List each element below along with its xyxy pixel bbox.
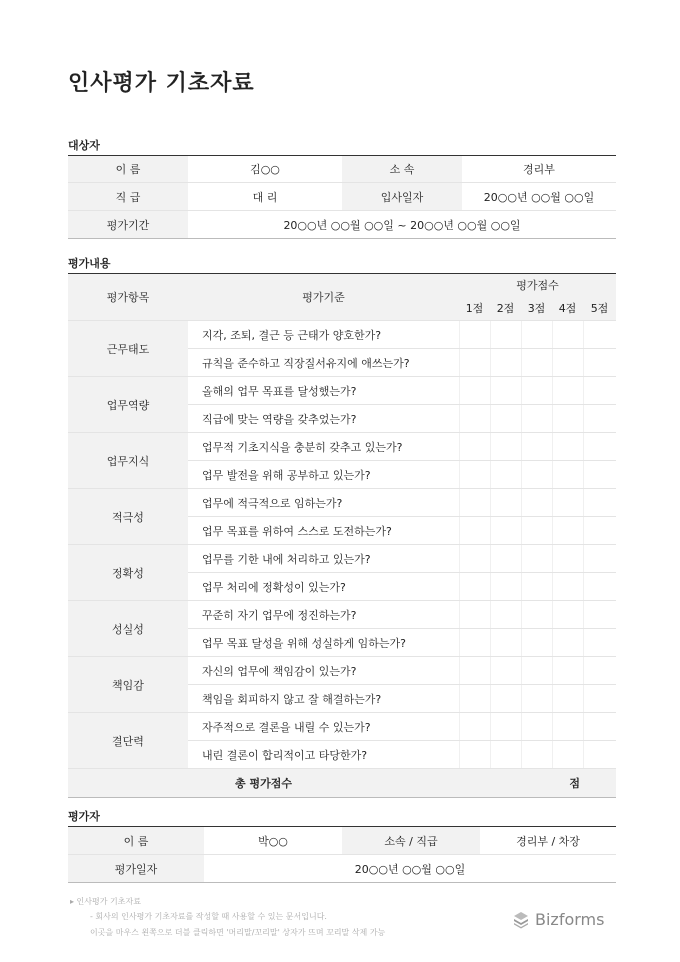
evaluation-criterion: 자신의 업무에 책임감이 있는가? — [188, 657, 459, 685]
score-cell-5[interactable] — [583, 321, 616, 349]
score-cell-1[interactable] — [459, 601, 490, 629]
score-cell-2[interactable] — [490, 713, 521, 741]
score-cell-5[interactable] — [583, 489, 616, 517]
score-cell-1[interactable] — [459, 349, 490, 377]
evaluation-criterion: 꾸준히 자기 업무에 정진하는가? — [188, 601, 459, 629]
score-cell-3[interactable] — [521, 405, 552, 433]
rater-date-value[interactable]: 20○○년 ○○월 ○○일 — [204, 855, 616, 883]
evaluation-item-name: 업무지식 — [68, 433, 188, 489]
evaluation-criterion: 업무 발전을 위해 공부하고 있는가? — [188, 461, 459, 489]
page-title: 인사평가 기초자료 — [68, 71, 255, 96]
score-cell-1[interactable] — [459, 461, 490, 489]
score-cell-4[interactable] — [552, 433, 583, 461]
score-cell-3[interactable] — [521, 321, 552, 349]
score-cell-3[interactable] — [521, 461, 552, 489]
rater-name-value[interactable]: 박○○ — [204, 827, 342, 855]
evaluation-criterion: 업무를 기한 내에 처리하고 있는가? — [188, 545, 459, 573]
score-header-5: 5점 — [583, 297, 616, 321]
target-heading: 대상자 — [68, 139, 100, 152]
score-cell-4[interactable] — [552, 489, 583, 517]
score-cell-3[interactable] — [521, 517, 552, 545]
rater-date-label: 평가일자 — [68, 855, 204, 883]
evaluation-criterion: 업무 목표를 위하여 스스로 도전하는가? — [188, 517, 459, 545]
score-cell-3[interactable] — [521, 433, 552, 461]
score-cell-4[interactable] — [552, 713, 583, 741]
score-cell-1[interactable] — [459, 713, 490, 741]
score-cell-4[interactable] — [552, 517, 583, 545]
score-cell-4[interactable] — [552, 321, 583, 349]
score-cell-4[interactable] — [552, 461, 583, 489]
score-cell-3[interactable] — [521, 601, 552, 629]
join-date-label: 입사일자 — [342, 183, 462, 211]
score-cell-5[interactable] — [583, 657, 616, 685]
score-cell-5[interactable] — [583, 517, 616, 545]
score-cell-2[interactable] — [490, 573, 521, 601]
evaluation-item-name: 적극성 — [68, 489, 188, 545]
evaluation-table — [68, 273, 616, 798]
evaluation-criterion: 내린 결론이 합리적이고 타당한가? — [188, 741, 459, 769]
score-cell-1[interactable] — [459, 517, 490, 545]
score-cell-2[interactable] — [490, 433, 521, 461]
score-cell-1[interactable] — [459, 321, 490, 349]
evaluation-heading: 평가내용 — [68, 257, 111, 270]
evaluation-criterion: 자주적으로 결론을 내릴 수 있는가? — [188, 713, 459, 741]
score-cell-5[interactable] — [583, 741, 616, 769]
evaluation-criterion: 업무적 기초지식을 충분히 갖추고 있는가? — [188, 433, 459, 461]
score-cell-1[interactable] — [459, 657, 490, 685]
score-cell-1[interactable] — [459, 545, 490, 573]
score-cell-2[interactable] — [490, 601, 521, 629]
rater-heading: 평가자 — [68, 810, 100, 823]
score-cell-4[interactable] — [552, 573, 583, 601]
join-date-value[interactable]: 20○○년 ○○월 ○○일 — [462, 183, 616, 211]
score-cell-4[interactable] — [552, 377, 583, 405]
score-cell-4[interactable] — [552, 601, 583, 629]
score-header-4: 4점 — [552, 297, 583, 321]
score-cell-1[interactable] — [459, 629, 490, 657]
score-cell-1[interactable] — [459, 741, 490, 769]
rater-table — [68, 826, 616, 883]
bizforms-logo-text: Bizforms — [535, 910, 605, 929]
total-label: 총 평가점수 — [68, 769, 459, 798]
evaluation-row — [68, 321, 616, 349]
score-cell-2[interactable] — [490, 545, 521, 573]
evaluation-criterion: 업무 처리에 정확성이 있는가? — [188, 573, 459, 601]
total-score-value[interactable]: 점 — [459, 769, 616, 798]
score-cell-3[interactable] — [521, 349, 552, 377]
evaluation-item-name: 성실성 — [68, 601, 188, 657]
dept-label: 소 속 — [342, 156, 462, 183]
bizforms-logo-icon — [512, 911, 530, 929]
footer-hint: 이곳을 마우스 왼쪽으로 더블 클릭하면 '머리말/꼬리말' 상자가 뜨며 꼬리말 삭제 가능 — [90, 928, 386, 937]
score-cell-2[interactable] — [490, 517, 521, 545]
score-cell-1[interactable] — [459, 405, 490, 433]
score-cell-5[interactable] — [583, 713, 616, 741]
score-cell-3[interactable] — [521, 489, 552, 517]
period-value[interactable]: 20○○년 ○○월 ○○일 ~ 20○○년 ○○월 ○○일 — [188, 211, 616, 239]
score-cell-2[interactable] — [490, 489, 521, 517]
name-value[interactable]: 김○○ — [188, 156, 342, 183]
score-cell-4[interactable] — [552, 405, 583, 433]
total-row — [68, 769, 616, 798]
evaluation-item-name: 정확성 — [68, 545, 188, 601]
evaluation-criterion: 규칙을 준수하고 직장질서유지에 애쓰는가? — [188, 349, 459, 377]
score-cell-2[interactable] — [490, 321, 521, 349]
score-header-1: 1점 — [459, 297, 490, 321]
evaluation-criterion: 지각, 조퇴, 결근 등 근태가 양호한가? — [188, 321, 459, 349]
score-cell-1[interactable] — [459, 573, 490, 601]
score-cell-2[interactable] — [490, 657, 521, 685]
col-item-header: 평가항목 — [68, 274, 188, 321]
score-cell-3[interactable] — [521, 741, 552, 769]
evaluation-criterion: 업무 목표 달성을 위해 성실하게 임하는가? — [188, 629, 459, 657]
evaluation-row — [68, 433, 616, 461]
score-cell-2[interactable] — [490, 741, 521, 769]
score-cell-1[interactable] — [459, 685, 490, 713]
rater-name-label: 이 름 — [68, 827, 204, 855]
evaluation-criterion: 책임을 회피하지 않고 잘 해결하는가? — [188, 685, 459, 713]
evaluation-row — [68, 545, 616, 573]
score-cell-4[interactable] — [552, 349, 583, 377]
evaluation-item-name: 책임감 — [68, 657, 188, 713]
evaluation-criterion: 올해의 업무 목표를 달성했는가? — [188, 377, 459, 405]
score-header-2: 2점 — [490, 297, 521, 321]
evaluation-row — [68, 377, 616, 405]
score-cell-4[interactable] — [552, 741, 583, 769]
evaluation-item-name: 근무태도 — [68, 321, 188, 377]
bizforms-logo — [512, 910, 604, 929]
evaluation-row — [68, 489, 616, 517]
score-cell-5[interactable] — [583, 545, 616, 573]
score-cell-5[interactable] — [583, 377, 616, 405]
evaluation-row — [68, 601, 616, 629]
name-label: 이 름 — [68, 156, 188, 183]
score-cell-4[interactable] — [552, 685, 583, 713]
score-cell-3[interactable] — [521, 657, 552, 685]
score-cell-5[interactable] — [583, 433, 616, 461]
score-cell-2[interactable] — [490, 629, 521, 657]
evaluation-row — [68, 713, 616, 741]
score-cell-5[interactable] — [583, 405, 616, 433]
rater-dept-label: 소속 / 직급 — [342, 827, 480, 855]
rank-label: 직 급 — [68, 183, 188, 211]
score-cell-4[interactable] — [552, 657, 583, 685]
score-cell-3[interactable] — [521, 573, 552, 601]
score-cell-5[interactable] — [583, 349, 616, 377]
score-cell-1[interactable] — [459, 377, 490, 405]
evaluation-item-name: 업무역량 — [68, 377, 188, 433]
score-cell-2[interactable] — [490, 349, 521, 377]
score-cell-1[interactable] — [459, 433, 490, 461]
score-cell-2[interactable] — [490, 377, 521, 405]
score-cell-5[interactable] — [583, 629, 616, 657]
evaluation-row — [68, 657, 616, 685]
score-cell-3[interactable] — [521, 545, 552, 573]
score-cell-5[interactable] — [583, 685, 616, 713]
score-cell-2[interactable] — [490, 685, 521, 713]
score-cell-5[interactable] — [583, 573, 616, 601]
footer-title: ▸ 인사평가 기초자료 — [70, 897, 141, 906]
score-cell-3[interactable] — [521, 685, 552, 713]
score-cell-4[interactable] — [552, 629, 583, 657]
score-cell-3[interactable] — [521, 713, 552, 741]
score-cell-2[interactable] — [490, 405, 521, 433]
score-cell-3[interactable] — [521, 629, 552, 657]
target-table — [68, 155, 616, 239]
evaluation-criterion: 직급에 맞는 역량을 갖추었는가? — [188, 405, 459, 433]
evaluation-item-name: 결단력 — [68, 713, 188, 769]
rater-dept-value[interactable]: 경리부 / 차장 — [480, 827, 616, 855]
footer-description: - 회사의 인사평가 기초자료를 작성할 때 사용할 수 있는 문서입니다. — [90, 912, 327, 921]
col-score-header: 평가점수 — [459, 274, 616, 297]
evaluation-criterion: 업무에 적극적으로 임하는가? — [188, 489, 459, 517]
score-cell-1[interactable] — [459, 489, 490, 517]
score-cell-5[interactable] — [583, 461, 616, 489]
score-cell-2[interactable] — [490, 461, 521, 489]
score-cell-4[interactable] — [552, 545, 583, 573]
period-label: 평가기간 — [68, 211, 188, 239]
score-header-3: 3점 — [521, 297, 552, 321]
col-criteria-header: 평가기준 — [188, 274, 459, 321]
score-cell-3[interactable] — [521, 377, 552, 405]
rank-value[interactable]: 대 리 — [188, 183, 342, 211]
dept-value[interactable]: 경리부 — [462, 156, 616, 183]
score-cell-5[interactable] — [583, 601, 616, 629]
